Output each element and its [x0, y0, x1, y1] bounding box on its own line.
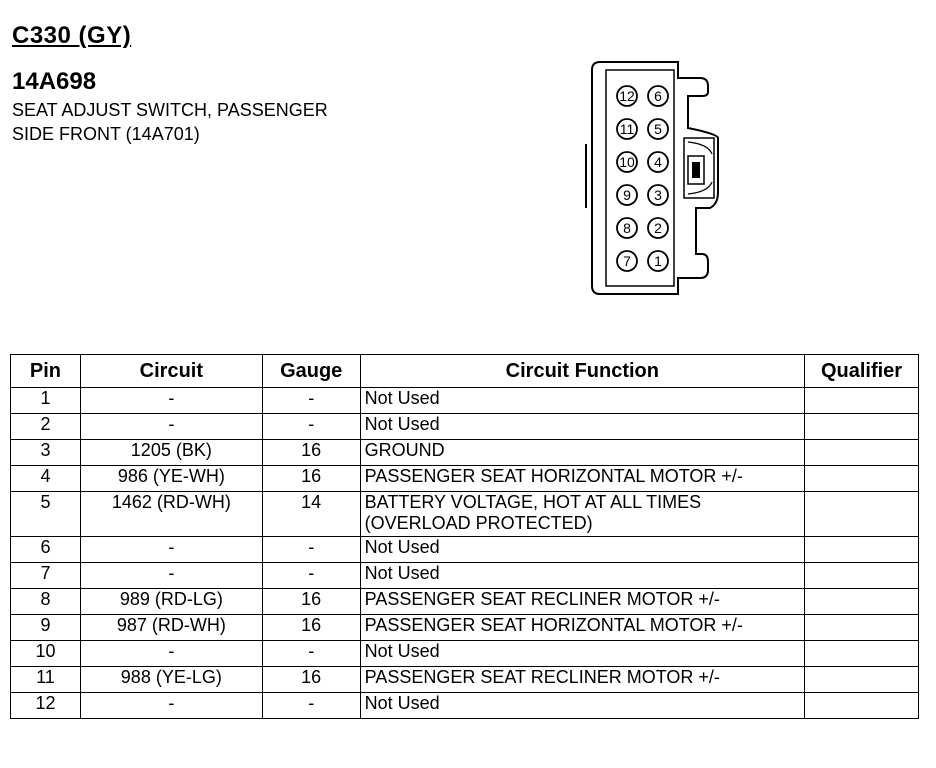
- cell-qualifier: [805, 693, 919, 719]
- cell-circuit: -: [80, 537, 262, 563]
- connector-pin-label: 4: [654, 154, 662, 170]
- cell-qualifier: [805, 466, 919, 492]
- cell-gauge: 16: [262, 440, 360, 466]
- table-row: [11, 563, 919, 589]
- cell-qualifier: [805, 615, 919, 641]
- table-row: [11, 537, 919, 563]
- connector-pin-5: [648, 119, 668, 139]
- cell-pin: 9: [11, 615, 81, 641]
- cell-circuit: -: [80, 388, 262, 414]
- description-line-2: SIDE FRONT (14A701): [12, 124, 200, 144]
- cell-pin: 11: [11, 667, 81, 693]
- cell-qualifier: [805, 414, 919, 440]
- connector-description: [12, 98, 432, 146]
- connector-pin-4: [648, 152, 668, 172]
- cell-function: BATTERY VOLTAGE, HOT AT ALL TIMES (OVERLOAD PROTECTED): [360, 492, 804, 537]
- cell-pin: 6: [11, 537, 81, 563]
- cell-qualifier: [805, 537, 919, 563]
- cell-circuit: -: [80, 414, 262, 440]
- cell-gauge: 16: [262, 466, 360, 492]
- connector-pin-11: [617, 119, 637, 139]
- connector-pin-label: 12: [619, 88, 635, 104]
- cell-pin: 8: [11, 589, 81, 615]
- connector-pin-2: [648, 218, 668, 238]
- cell-qualifier: [805, 589, 919, 615]
- connector-pin-label: 2: [654, 220, 662, 236]
- cell-gauge: -: [262, 563, 360, 589]
- connector-face-diagram: [578, 58, 738, 302]
- connector-pin-12: [617, 86, 637, 106]
- cell-function: Not Used: [360, 537, 804, 563]
- table-row: [11, 440, 919, 466]
- cell-pin: 7: [11, 563, 81, 589]
- connector-pin-9: [617, 185, 637, 205]
- cell-pin: 1: [11, 388, 81, 414]
- cell-function: Not Used: [360, 641, 804, 667]
- connector-pin-label: 5: [654, 121, 662, 137]
- cell-pin: 12: [11, 693, 81, 719]
- cell-gauge: 14: [262, 492, 360, 537]
- cell-function: Not Used: [360, 388, 804, 414]
- connector-pin-label: 6: [654, 88, 662, 104]
- connector-pin-label: 1: [654, 253, 662, 269]
- cell-circuit: 986 (YE-WH): [80, 466, 262, 492]
- cell-circuit: 1462 (RD-WH): [80, 492, 262, 537]
- column-header-circuit: Circuit: [80, 355, 262, 388]
- cell-gauge: 16: [262, 615, 360, 641]
- column-header-qualifier: Qualifier: [805, 355, 919, 388]
- cell-gauge: -: [262, 537, 360, 563]
- cell-qualifier: [805, 440, 919, 466]
- cell-pin: 5: [11, 492, 81, 537]
- cell-pin: 2: [11, 414, 81, 440]
- cell-gauge: -: [262, 414, 360, 440]
- description-line-1: SEAT ADJUST SWITCH, PASSENGER: [12, 100, 328, 120]
- cell-qualifier: [805, 563, 919, 589]
- column-header-gauge: Gauge: [262, 355, 360, 388]
- cell-function: PASSENGER SEAT HORIZONTAL MOTOR +/-: [360, 615, 804, 641]
- cell-function: GROUND: [360, 440, 804, 466]
- cell-gauge: -: [262, 388, 360, 414]
- connector-id: C330 (GY): [12, 22, 132, 49]
- part-number: 14A698: [12, 68, 97, 95]
- connector-pin-10: [617, 152, 637, 172]
- connector-pin-label: 10: [619, 154, 635, 170]
- cell-circuit: 987 (RD-WH): [80, 615, 262, 641]
- cell-function: PASSENGER SEAT HORIZONTAL MOTOR +/-: [360, 466, 804, 492]
- cell-function: Not Used: [360, 563, 804, 589]
- connector-pin-label: 7: [623, 253, 631, 269]
- connector-pin-label: 8: [623, 220, 631, 236]
- cell-circuit: 989 (RD-LG): [80, 589, 262, 615]
- column-header-pin: Pin: [11, 355, 81, 388]
- connector-pin-label: 11: [619, 121, 635, 137]
- table-header-row: [11, 355, 919, 388]
- table-row: [11, 641, 919, 667]
- cell-qualifier: [805, 667, 919, 693]
- cell-function: Not Used: [360, 693, 804, 719]
- cell-qualifier: [805, 388, 919, 414]
- table-row: [11, 466, 919, 492]
- connector-pin-8: [617, 218, 637, 238]
- table-row: [11, 589, 919, 615]
- table-row: [11, 667, 919, 693]
- table-row: [11, 388, 919, 414]
- cell-pin: 3: [11, 440, 81, 466]
- table-row: [11, 615, 919, 641]
- cell-qualifier: [805, 641, 919, 667]
- cell-circuit: 1205 (BK): [80, 440, 262, 466]
- cell-gauge: -: [262, 693, 360, 719]
- cell-gauge: 16: [262, 667, 360, 693]
- table-row: [11, 492, 919, 537]
- cell-pin: 4: [11, 466, 81, 492]
- cell-function: PASSENGER SEAT RECLINER MOTOR +/-: [360, 589, 804, 615]
- cell-function: Not Used: [360, 414, 804, 440]
- table-row: [11, 414, 919, 440]
- cell-function: PASSENGER SEAT RECLINER MOTOR +/-: [360, 667, 804, 693]
- cell-pin: 10: [11, 641, 81, 667]
- connector-pin-label: 3: [654, 187, 662, 203]
- connector-pin-6: [648, 86, 668, 106]
- cell-circuit: -: [80, 563, 262, 589]
- connector-pin-3: [648, 185, 668, 205]
- cell-circuit: -: [80, 693, 262, 719]
- cell-gauge: 16: [262, 589, 360, 615]
- table-row: [11, 693, 919, 719]
- connector-pin-7: [617, 251, 637, 271]
- cell-gauge: -: [262, 641, 360, 667]
- connector-pin-1: [648, 251, 668, 271]
- pinout-table: [10, 354, 919, 719]
- column-header-function: Circuit Function: [360, 355, 804, 388]
- cell-qualifier: [805, 492, 919, 537]
- cell-circuit: -: [80, 641, 262, 667]
- cell-circuit: 988 (YE-LG): [80, 667, 262, 693]
- connector-pin-label: 9: [623, 187, 631, 203]
